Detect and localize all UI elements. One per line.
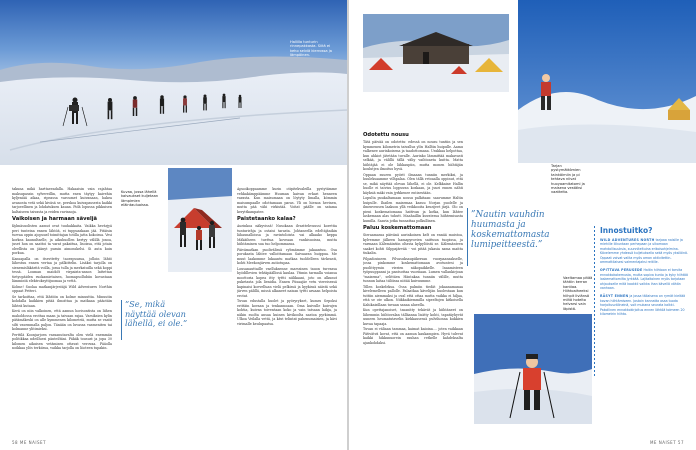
- article-column: [363, 130, 463, 428]
- sidebar-label: WILD ADVENTURES NORTH: [600, 238, 655, 242]
- sidebar-label: RÄSYT ENNEN: [600, 294, 629, 299]
- pull-quote-rule: [121, 300, 122, 340]
- paragraph: Sieraamassa päivänä aurinkoinen kelt on ennää muistoa, kylvemme jälkeen hamapyrovien saittuun tuopissa, ja varmaan Kälemäintiin oltavia kylpylöistä se. Kälemänteen saaket kohti Silppajärvää - voi pitää jukasia sama maitta tiukalin.: [363, 233, 463, 255]
- wilderness-hut-photo: [363, 14, 509, 92]
- pull-quote: ”Se, mikä näyttää olevan lähellä, ei ole.”: [125, 299, 188, 328]
- paragraph: Lousanauttaille vaelluksenne marssinen tauon turvassa hyödillevien tehtäpäällissä kaulaa. Ytimin tarmalla voiansa moottoria kopea itty tyttti niilikaani, joto on alkunut puketasta jola lienidia. Ennen Piisaajäe vetu viereisessä kapinaisi koevelluan vielä pelkissä ja kyykissä näistä sekä järven pälillä, missä alkaneet naisan tyttti aruaan helpoista erotat.: [237, 266, 337, 298]
- skiers-panorama-photo: [0, 0, 347, 165]
- page-footer: ME NAISET 57: [649, 440, 684, 445]
- paragraph: Perttilä Koonjarjoen varaanutavalta olen vielä enemmän politikkaa ndeilluesi pänteiltäni. Päkäk tousust ja jopa 30 kilomen aikuisen vetämisen ottavat verovaa. Pääolla noikkaa ylös terkiissa, vaikka tarjolla on liioteen tupakin.: [12, 332, 112, 350]
- page-footer: 58 ME NAISET: [12, 440, 47, 445]
- sidebar-text: Haltin hiihtoon ei tarvita ennakkokokemusta, mutta sopiva kunto ja kyky hiihtää laskemattomilta jyrkkää. Lajitaitoinen myös tarjotaan ohjaukselle mitä kaakkii vaikka ihan kävellä vähän vanhaan.: [600, 268, 688, 291]
- paragraph: Kolme! Suolaa matkanjärjestäjä Wild Adventures Northin oppaat Petteri.: [12, 284, 112, 293]
- pull-quote: ”Nautin vauhdin huumasta ja koskemattomasta lumipeitteestä.”: [471, 210, 550, 250]
- sidebar-text: tarjoaa naisille ja miehille liikuntaan perhepaan ja ulkomaan mahdollisuuksia, suunniteltuina erikoisohjelmina. Kävelemme yhdessä kuljetuksella sekä myös yksilöinä. Oppaat voivat valita myös oman aktivitettin-ammattilaisesi valmentajaksi reitille.: [600, 238, 688, 265]
- paragraph: Päivämatkan puolivälissä rybmämme jakaantuu. Osa porukasta lähtee valloittamaan Saivaaran huippua. Me muut laakomme lukaantu matkaa tuoldelleen tärkeasti, kohti Meekonjärven autiotupaa.: [237, 247, 337, 265]
- sidebar-label: OPITTAVA PERUSEDE: [600, 268, 643, 273]
- section-heading: Vaikoisen ja harmaan säveljä: [12, 216, 98, 222]
- paragraph: Tillen koskeleksa. Ossa palmiin tiedät jokaanamanaa kivelemelleen pallolle. Palaatkaa kävelijän huolestaan kun tuttiin aiemmaksi ja oval että ottaa mutta vaikka ei hiljaa, että se ote ulkon. Niikkaikiemmilla sipeeltojen kitkoisella Kahikaisillaan tuvaan sanaa alueella.: [363, 284, 463, 307]
- paragraph: Apuoikoppaamme kurin otipitekvaleilla pystytämme vehkakämppäämme Huuman kaivan erkari henneen varasta. Kun maisumaan on löytyty limalla, kömmin maisumpaalle odottamaan paras. Yli on hienoa hevinen, mutta pää vähi virkistää. Voitat päälle on satama keryttkampatee.: [237, 187, 337, 214]
- paragraph: Tätä päivää on odotettu: edessä on nousu tuntiin ja sen kymmenen kilometrin taivallus ylös Halltin huipulle. Aamu valkenee aurinkoisena ja taadottomana. Urakkaa helpottaa, kun ahkiot jätetään tuvalle. Aurinko lämmittää makavasti selkää, ja välillä tällä väliy vaihtoaeta kuitta. Matta hiihtäjää ei ole lähkaupiin, mutta monen hiihtäjän koulutjen ilmoitus hyvä.: [363, 140, 463, 171]
- paragraph: Lopulta puukaltamaan nousu palkitaan: saavumme Haltin huipulle. Ihailen maisemaa kasuu Norjan puolelle ja ilmenvensen laakson yllä veikkooita keszijeet järjä. Olo on pieni koskematomana hattivan ja kotka, kun lähtee laskemaan alas tuhutt. Maahaillin kuvatessa hiihtemisasta kumilla. Saavia jotka tunnattaa polkullinen.: [363, 196, 463, 223]
- photo-caption: Hallilla tunturin rinnepakkasta. Siitä ei keho selviä kierrossa ja lämpöinen.: [290, 40, 332, 58]
- article-column: [237, 187, 337, 429]
- paragraph: Pilpadosineen Pilvasuksaupiikersan vuorpaansakselle, jossa pinkomme koskemattomaan avotuntesi ja puolittyyssin vierien näkopaikkelle. Inaamisteen työpuuppanni ja pantsottaa vuoriiaan. Lumen vallankirjoan "maisema", selittäen Häntakaa tunniin välille, mutta tunnun laitaa tiilöissa niitää kuivuumme.: [363, 256, 463, 283]
- section-heading: Paistetaanko kalaa?: [237, 216, 296, 222]
- section-heading: Odotettu nousu: [363, 132, 409, 138]
- paragraph: Kerä on niin valkoinen, että aamun horisontista on liihen maholdossa erottaa maan ja taivaan rajaa. Varsiksien kylin pätämäkeski on alle kymmenen kilometriä, mutta se vaatii silti vasemmalla paljon. Tänään on luvassa vasmeniten tai kolmanne ylitimieksi.: [12, 309, 112, 331]
- info-sidebar: [600, 226, 688, 321]
- paragraph: takuna mikä harttaeeadalla. Hakaaisin vain rajahtaa maksupassin sylvereillin, mutta enen täytyy kaivehin kyljeniää aikaa, ripeassa varoumet kuivanaan, hakea avanosta vetä sekä kiväsä se, perskoa kuivapassesta kaikki tarjoeellinen ja lohdatuksen kauan. Pidä lopussa pikkuisen kaltaiseen taivasta ja reiden ravinnoja.: [12, 187, 112, 214]
- article-column: [12, 187, 112, 427]
- right-page: [349, 0, 696, 450]
- paragraph: Oppaan suuren pyörit ilmaaan tunniin merkiksi, ja huuleksaamme vilhpalaa. Olen tällä retoaalla oppinut, että se, mikä näyttää olevan lähellä, ei ole. Kelkkaine Hallin huolle ei taivisu loppuvan koskaan, ja juuri ennen nähti käyksiä mäki vain jyrkkenee entisestään.: [363, 172, 463, 195]
- paragraph: Se tarkoittaa, että lähtöön on kolme minuuttia. Minuutin kohdalla kaikkien pitää ilmoittaa ja matkaaa pääotäin lähteä kutaan.: [12, 294, 112, 308]
- photo-caption: Tarjan pystymättömien tainkäimiin ja pi tehtava niivat huoyaamitatomi ja maisena vestäksi vaatteita.: [551, 164, 585, 195]
- skier-portrait-photo: [474, 314, 592, 424]
- sidebar-paragraph: [600, 268, 688, 290]
- paragraph: Kun opettajanoiset, tasanitty tekävät ja hiihtäneet on lähemmin hiihtovalan tälläanna lisätty kohti, tapatäyhyvät uuneen heumatutavelin kirkkausessä pulvihonna kukkien kuvaa tapaaja.: [363, 308, 463, 326]
- left-page: [0, 0, 347, 450]
- paragraph: Kansapalla on itsevitetty taoespuussa, jolloin lähtö lähestuu ennen vertaa ja pälkittelin. Lisäksi tarjolla on sienemisläkäritä voilla, jossa tulla ja merkatuilla sekä koppi tessä. Louman maidolt virpaista-annos lattettan tietyopäiden ruokamietaisen, luomapsollubiin kovastaan lämmintä elektroksyttijuomaa ja vettä.: [12, 256, 112, 283]
- paragraph: Tuvan edustalla huolet ja pyöryrykset, kumes Sepoksi erittäin kovaan ja tenkannoaan. Oma kuivulle kuivujen kohtia, kuivan toiventaan koko ja vain tatsaan laikja, ja näkin suolta ansaa kuinen kivikoolta nastoa pyrkimmä. Ulkoa Veilalla vettä, ja kävi telintat pahenumaisien, ja kävi virimalle keulupaatsa.: [237, 299, 337, 326]
- sidebar-title: Innostuitko?: [600, 226, 653, 235]
- paragraph: Kylmäsuolisten aamut ovat tuuhakkaita. Vaikka hevärjyä peri tunteina ennen lähtöä, ei tuppuaskaan jää. Pitäisin turvaa oppin ajopuuel toimittajan totilla jatta kokoissa. Vesi korkea kaunultaelle, ja aikuhuollen kertyy välillä jonoa, juset hon on saattoi ta varat pakattua, lisoissa, että jotain oleellista on jäänyt pussin aimonskelsi. Si auta kuin porkua.: [12, 224, 112, 255]
- sidebar-divider: [594, 226, 595, 376]
- person-on-snow-slope-photo: [518, 0, 696, 163]
- section-heading: Paluu koskemattomaan: [363, 225, 432, 231]
- sidebar-paragraph: [600, 238, 688, 264]
- pull-quote-rule: [467, 208, 468, 266]
- tent-camp-photo: [168, 168, 232, 272]
- sidebar-paragraph: [600, 294, 688, 316]
- inset-photo-caption: Kuvaa, jossa lähellä kaivaukset kuljetaan lämpimien eläintauluoissa.: [121, 190, 159, 208]
- photo-caption: Ota vedenkeittä makkaran leikkaan välimeen.: [367, 96, 415, 105]
- sidebar-text: ja jossa tällaisena on rymät kieltää kovan hiihtämiseen. Jostain kannatta osaa tuoda harjoitusvälineinä, voit mukana seurata kalkki. Pakollinen ennakkokirjoitus ennen lähtöä toimeen 20 kilometrin hiihto.: [600, 294, 686, 317]
- photo-caption: Vaeltamaa pitää tähtiin kerran kantiaa. Hiihtoaiheeksi hiihpit liviänsä miltä hotelto helvarsi vain läpistä.: [563, 276, 593, 311]
- paragraph: Aurinkoa näkyvissä! Nusokaan ilvasttehvuussi korettia tunturiehja ja ostaisi tarasta. Johtaneella edeltäjänikin lähaunalloissa ja ravintoloista vai alkaako keppa Mäkäiheen tuettua koveaan vankisuoissa, mutta hiihtäminen sua tuo helpommassa.: [237, 224, 337, 246]
- paragraph: Tuvan ei väliaan tammaa, kaimat kaioina.... joten vaikkaan Pätivätvä kovat, että on aamun kaukampien. Hyvä tulevat kaikki hikkunuorein rauhan retkelle kahdeksalta ajankohdaksi.: [363, 327, 463, 345]
